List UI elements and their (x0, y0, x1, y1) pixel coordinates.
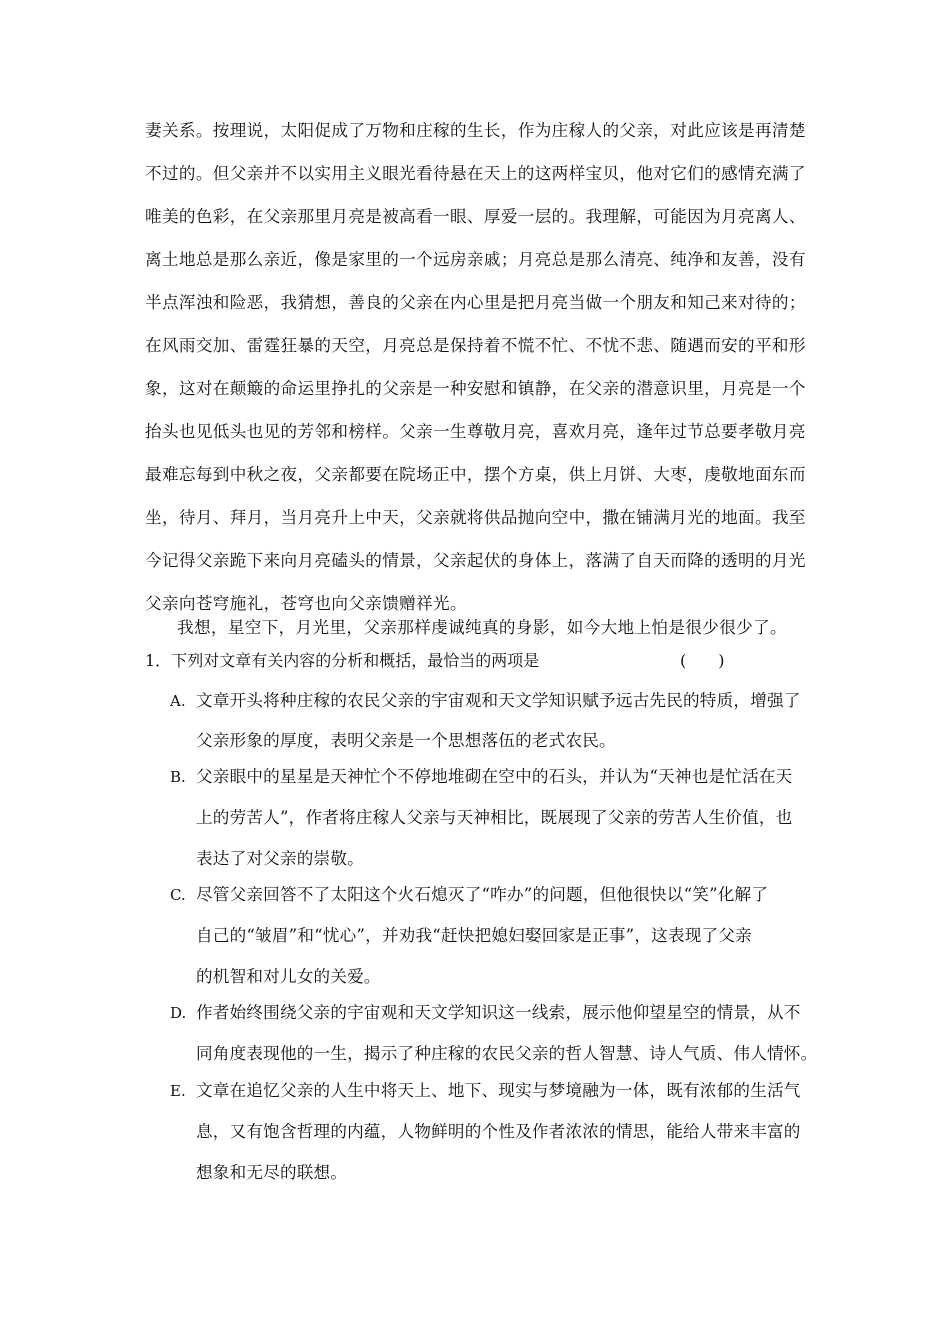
option-c-line: 尽管父亲回答不了太阳这个火石熄灭了“咋办”的问题，但他很快以“笑”化解了 (196, 885, 769, 904)
passage-line: 最难忘每到中秋之夜，父亲都要在院场正中，摆个方桌，供上月饼、大枣，虔敬地面东而 (145, 465, 806, 484)
option-a-line: 父亲形象的厚度，表明父亲是一个思想落伍的老式农民。 (196, 731, 616, 750)
passage-line: 坐，待月、拜月，当月亮升上中天，父亲就将供品抛向空中，撒在铺满月光的地面。我至 (145, 508, 806, 527)
passage-line: 今记得父亲跪下来向月亮磕头的情景，父亲起伏的身体上，落满了自天而降的透明的月光 (145, 551, 806, 570)
option-d-line: 同角度表现他的一生，揭示了种庄稼的农民父亲的哲人智慧、诗人气质、伟人情怀。 (196, 1044, 818, 1063)
passage-line: 唯美的色彩，在父亲那里月亮是被高看一眼、厚爱一层的。我理解，可能因为月亮离人、 (145, 207, 806, 226)
passage-line: 妻关系。按理说，太阳促成了万物和庄稼的生长，作为庄稼人的父亲，对此应该是再清楚 (145, 121, 806, 140)
passage-line: 象，这对在颠簸的命运里挣扎的父亲是一种安慰和镇静，在父亲的潜意识里，月亮是一个 (145, 379, 806, 398)
option-c-letter: C. (170, 886, 186, 904)
option-b-line: 父亲眼中的星星是天神忙个不停地堆砌在空中的石头，并认为“天神也是忙活在天 (196, 767, 793, 786)
question-number: 1． (145, 651, 172, 670)
option-e-line: 文章在追忆父亲的人生中将天上、地下、现实与梦境融为一体，既有浓郁的生活气 (196, 1081, 801, 1100)
question-stem (145, 648, 539, 674)
passage-line: 离土地总是那么亲近，像是家里的一个远房亲戚；月亮总是那么清亮、纯净和友善，没有 (145, 250, 806, 269)
passage-line: 不过的。但父亲并不以实用主义眼光看待悬在天上的这两样宝贝，他对它们的感情充满了 (145, 164, 806, 183)
passage-line: 半点浑浊和险恶，我猜想，善良的父亲在内心里是把月亮当做一个朋友和知己来对待的； (145, 293, 806, 312)
option-d-line: 作者始终围绕父亲的宇宙观和天文学知识这一线索，展示他仰望星空的情景，从不 (196, 1003, 801, 1022)
option-d-letter: D. (170, 1004, 187, 1022)
answer-blank: ( ) (680, 651, 725, 670)
option-e-line: 想象和无尽的联想。 (196, 1163, 348, 1182)
passage-line: 抬头也见低头也见的芳邻和榜样。父亲一生尊敬月亮，喜欢月亮，逢年过节总要孝敬月亮 (145, 422, 806, 441)
option-e-letter: E. (170, 1082, 186, 1100)
option-e-line: 息，又有饱含哲理的内蕴，人物鲜明的个性及作者浓浓的情思，能给人带来丰富的 (196, 1122, 801, 1141)
passage-closing: 我想，星空下，月光里，父亲那样虔诚纯真的身影，如今大地上怕是很少很少了。 (177, 618, 787, 637)
option-b-line: 上的劳苦人”，作者将庄稼人父亲与天神相比，既展现了父亲的劳苦人生价值，也 (196, 808, 793, 827)
passage-line: 在风雨交加、雷霆狂暴的天空，月亮总是保持着不慌不忙、不忧不悲、随遇而安的平和形 (145, 336, 806, 355)
passage-line: 父亲向苍穹施礼，苍穹也向父亲馈赠祥光。 (145, 594, 467, 613)
option-c-line: 自己的“皱眉”和“忧心”，并劝我“赶快把媳妇娶回家是正事”，这表现了父亲 (196, 926, 752, 945)
option-b-letter: B. (170, 768, 186, 786)
option-a-line: 文章开头将种庄稼的农民父亲的宇宙观和天文学知识赋予远古先民的特质，增强了 (196, 691, 801, 710)
option-b-line: 表达了对父亲的崇敬。 (196, 849, 364, 868)
option-c-line: 的机智和对儿女的关爱。 (196, 967, 381, 986)
option-a-letter: A. (170, 692, 186, 710)
question-text: 下列对文章有关内容的分析和概括，最恰当的两项是 (171, 651, 540, 670)
